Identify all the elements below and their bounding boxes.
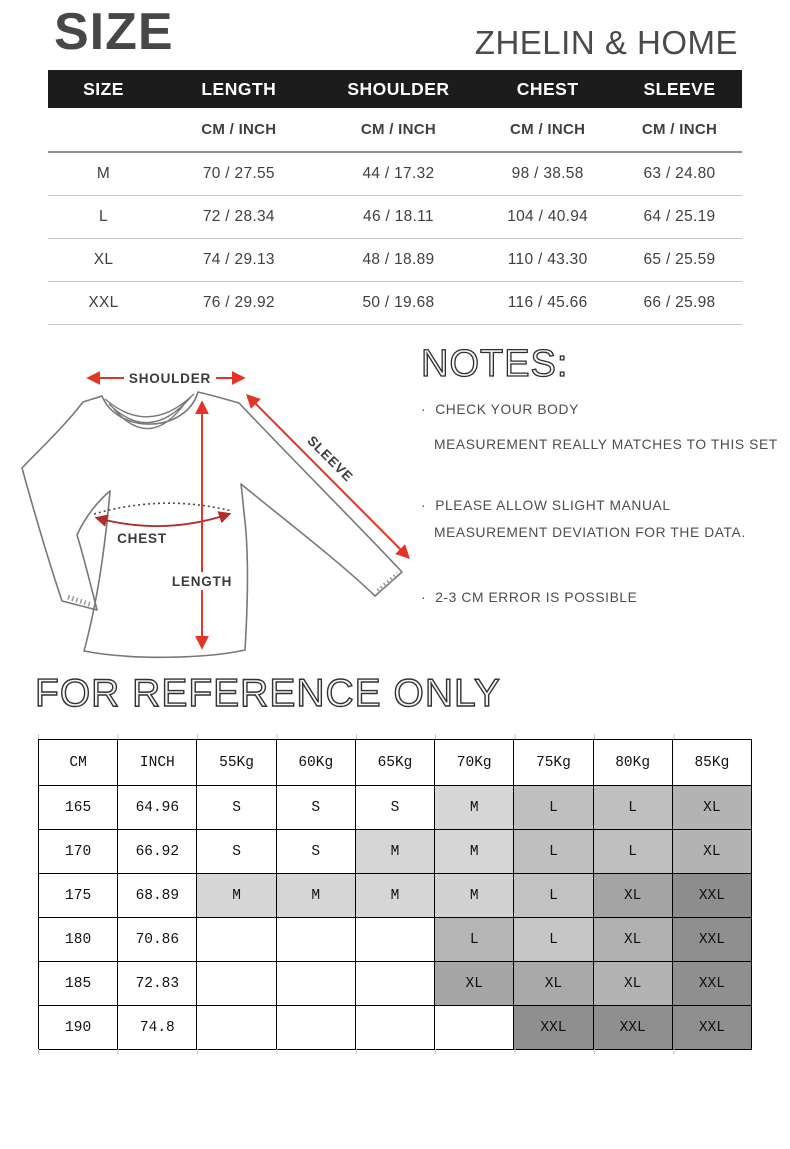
size-table	[48, 70, 742, 325]
reference-cell	[197, 918, 276, 962]
size-table-units-row	[48, 108, 742, 153]
reference-col-header: 70Kg	[435, 740, 514, 786]
reference-cell: L	[593, 830, 672, 874]
note-item: · PLEASE ALLOW SLIGHT MANUAL	[421, 498, 789, 513]
length-value: 70 / 27.55	[202, 165, 275, 182]
reference-cell: M	[435, 786, 514, 830]
reference-cell: S	[197, 786, 276, 830]
reference-table-body	[39, 786, 752, 1050]
reference-cell: M	[276, 874, 355, 918]
reference-cell	[276, 1006, 355, 1050]
reference-cell	[355, 1006, 434, 1050]
reference-col-header: 85Kg	[672, 740, 751, 786]
reference-cell	[197, 1006, 276, 1050]
shirt-outline	[22, 392, 402, 657]
reference-cell: S	[197, 830, 276, 874]
shoulder-label: SHOULDER	[128, 371, 212, 386]
table-row	[39, 918, 752, 962]
reference-cell: XXL	[672, 874, 751, 918]
sleeve-value: 66 / 25.98	[643, 294, 716, 311]
brand-name: ZHELIN & HOME	[474, 24, 738, 61]
reference-cell: L	[514, 830, 593, 874]
sleeve-value: 63 / 24.80	[643, 165, 716, 182]
reference-cell: XL	[593, 874, 672, 918]
table-row	[39, 786, 752, 830]
size-label: L	[99, 208, 108, 225]
col-header-size: SIZE	[83, 78, 124, 99]
reference-cell: L	[514, 874, 593, 918]
reference-col-header: 75Kg	[514, 740, 593, 786]
units-cell: CM / INCH	[641, 121, 718, 138]
table-row	[48, 282, 742, 325]
reference-cell: 190	[39, 1006, 118, 1050]
table-row	[39, 874, 752, 918]
reference-cell: 64.96	[118, 786, 197, 830]
reference-cell: L	[593, 786, 672, 830]
reference-cell: S	[355, 786, 434, 830]
table-row	[39, 1006, 752, 1050]
chest-value: 98 / 38.58	[511, 165, 584, 182]
reference-cell	[355, 962, 434, 1006]
reference-heading: FOR REFERENCE ONLY	[35, 672, 501, 715]
chest-value: 110 / 43.30	[507, 251, 588, 268]
note-item-line2: MEASUREMENT DEVIATION FOR THE DATA.	[434, 525, 746, 540]
reference-col-header: INCH	[118, 740, 197, 786]
reference-cell: 74.8	[118, 1006, 197, 1050]
reference-cell: XXL	[593, 1006, 672, 1050]
length-value: 72 / 28.34	[202, 208, 275, 225]
table-row	[48, 153, 742, 196]
size-label: XL	[93, 251, 114, 268]
units-cell: CM / INCH	[510, 121, 586, 138]
notes-heading: NOTES:	[421, 343, 569, 385]
col-header-length: LENGTH	[201, 78, 277, 99]
reference-cell: M	[435, 830, 514, 874]
reference-cell	[276, 962, 355, 1006]
reference-cell: M	[435, 874, 514, 918]
reference-cell: M	[355, 874, 434, 918]
col-header-chest: CHEST	[516, 78, 579, 99]
reference-col-header: 80Kg	[593, 740, 672, 786]
reference-cell: 170	[39, 830, 118, 874]
reference-cell: 175	[39, 874, 118, 918]
reference-cell: 72.83	[118, 962, 197, 1006]
reference-cell: 165	[39, 786, 118, 830]
note-item: · CHECK YOUR BODY	[421, 402, 789, 417]
reference-col-header: 55Kg	[197, 740, 276, 786]
reference-cell	[197, 962, 276, 1006]
reference-cell: 66.92	[118, 830, 197, 874]
length-value: 76 / 29.92	[202, 294, 275, 311]
reference-cell: 180	[39, 918, 118, 962]
reference-table-header-row	[39, 740, 752, 786]
reference-cell	[276, 918, 355, 962]
sleeve-value: 64 / 25.19	[643, 208, 716, 225]
reference-cell: XL	[435, 962, 514, 1006]
size-label: XXL	[88, 294, 119, 311]
reference-cell: XL	[514, 962, 593, 1006]
shoulder-arrow	[89, 368, 243, 387]
reference-cell: XXL	[672, 962, 751, 1006]
reference-col-header: CM	[39, 740, 118, 786]
note-item-line2: MEASUREMENT REALLY MATCHES TO THIS SET	[434, 437, 778, 452]
chest-value: 116 / 45.66	[507, 294, 588, 311]
gridline-extension	[38, 1049, 753, 1054]
shoulder-value: 46 / 18.11	[363, 208, 434, 225]
note-item: · 2-3 CM ERROR IS POSSIBLE	[421, 590, 789, 605]
reference-table	[38, 739, 752, 1050]
reference-cell: L	[435, 918, 514, 962]
page-title: SIZE	[54, 3, 174, 61]
reference-cell	[355, 918, 434, 962]
reference-cell: XXL	[514, 1006, 593, 1050]
reference-col-header: 65Kg	[355, 740, 434, 786]
reference-cell	[435, 1006, 514, 1050]
sleeve-label: SLEEVE	[304, 432, 357, 485]
table-row	[48, 196, 742, 239]
reference-cell: XXL	[672, 1006, 751, 1050]
reference-cell: L	[514, 786, 593, 830]
shoulder-value: 50 / 19.68	[362, 294, 435, 311]
length-label: LENGTH	[171, 574, 233, 589]
table-row	[48, 239, 742, 282]
reference-cell: XXL	[672, 918, 751, 962]
shoulder-value: 44 / 17.32	[362, 165, 435, 182]
reference-cell: XL	[672, 830, 751, 874]
reference-cell: S	[276, 830, 355, 874]
reference-cell: M	[355, 830, 434, 874]
reference-cell: XL	[672, 786, 751, 830]
reference-col-header: 60Kg	[276, 740, 355, 786]
length-value: 74 / 29.13	[202, 251, 275, 268]
shoulder-value: 48 / 18.89	[362, 251, 435, 268]
table-row	[39, 962, 752, 1006]
reference-cell: 70.86	[118, 918, 197, 962]
col-header-shoulder: SHOULDER	[347, 78, 450, 99]
reference-cell: L	[514, 918, 593, 962]
reference-cell: S	[276, 786, 355, 830]
reference-cell: 68.89	[118, 874, 197, 918]
sleeve-value: 65 / 25.59	[643, 251, 716, 268]
size-label: M	[96, 165, 111, 182]
chest-label: CHEST	[117, 531, 167, 546]
reference-cell: XL	[593, 962, 672, 1006]
size-table-header-row	[48, 70, 742, 108]
units-cell: CM / INCH	[360, 121, 437, 138]
units-cell: CM / INCH	[201, 121, 277, 138]
reference-cell: M	[197, 874, 276, 918]
notes-section	[421, 340, 789, 605]
reference-cell: XL	[593, 918, 672, 962]
chest-value: 104 / 40.94	[507, 208, 589, 225]
reference-cell: 185	[39, 962, 118, 1006]
table-row	[39, 830, 752, 874]
col-header-sleeve: SLEEVE	[643, 78, 716, 99]
shirt-diagram-icon	[18, 345, 418, 677]
